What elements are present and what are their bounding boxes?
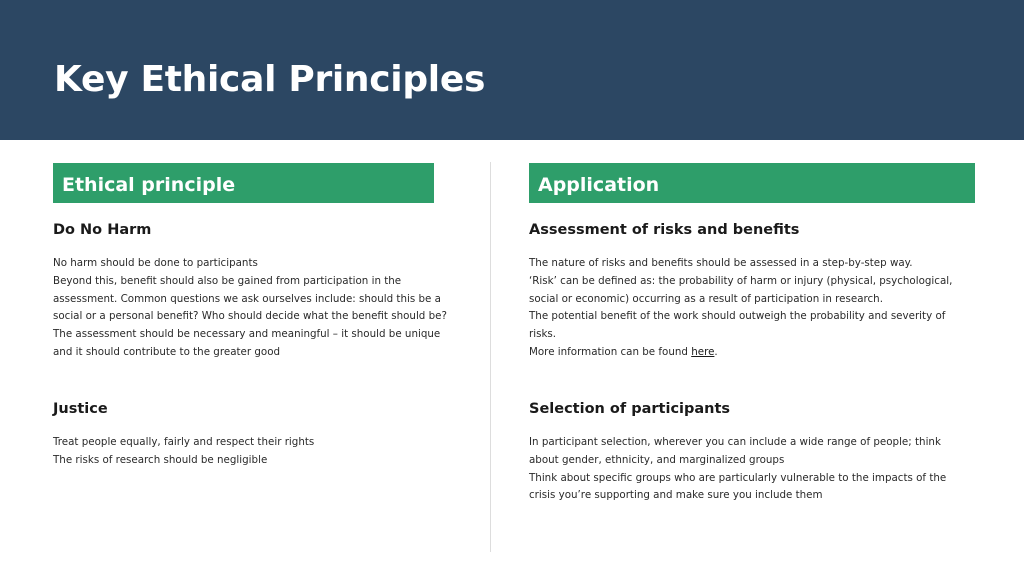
body-line: assessment. Common questions we ask ourselves include: should this be a: [53, 292, 441, 305]
justice-body: [53, 434, 434, 470]
selection-title: Selection of participants: [529, 401, 731, 417]
body-line: Treat people equally, fairly and respect their rights: [53, 436, 315, 448]
body-line: In participant selection, wherever you can include a wide range of people; think: [529, 436, 941, 448]
body-line: Think about specific groups who are particularly vulnerable to the impacts of the: [529, 471, 947, 484]
ethical-principle-column: [53, 163, 447, 466]
more-info-text: More information can be found: [529, 345, 692, 358]
do-no-harm-title: Do No Harm: [53, 222, 152, 238]
do-no-harm-body: [53, 255, 447, 362]
risks-benefits-title: Assessment of risks and benefits: [529, 222, 800, 238]
justice-section: [53, 399, 434, 470]
more-info-suffix: .: [714, 345, 718, 358]
slide-title: Key Ethical Principles: [54, 59, 486, 100]
selection-body: [529, 434, 975, 505]
body-line: The potential benefit of the work should outweigh the probability and severity of: [529, 310, 946, 323]
body-line: No harm should be done to participants: [53, 257, 258, 269]
body-line: The nature of risks and benefits should be assessed in a step-by-step way.: [529, 257, 913, 269]
body-line: The assessment should be necessary and meaningful – it should be unique: [53, 328, 441, 341]
ethical-principle-header: Ethical principle: [53, 163, 434, 203]
body-line: Beyond this, benefit should also be gained from participation in the: [53, 274, 402, 287]
body-line: The risks of research should be negligible: [53, 453, 268, 466]
risks-benefits-body: [529, 255, 975, 362]
body-line: and it should contribute to the greater good: [53, 345, 281, 358]
header-banner: [0, 0, 1024, 140]
body-line: ‘Risk’ can be defined as: the probability of harm or injury (physical, psychological,: [529, 274, 953, 287]
more-info-line: [529, 344, 975, 362]
selection-section: [529, 399, 975, 505]
body-line: risks.: [529, 328, 557, 341]
body-line: crisis you’re supporting and make sure you include them: [529, 489, 823, 502]
column-divider: [490, 162, 491, 552]
more-info-link[interactable]: here: [691, 345, 715, 358]
do-no-harm-section: [53, 220, 447, 362]
application-column: [529, 163, 975, 502]
body-line: social or economic) occurring as a result of participation in research.: [529, 292, 883, 305]
risks-benefits-section: [529, 220, 975, 362]
justice-title: Justice: [53, 401, 108, 417]
body-line: social or a personal benefit? Who should decide what the benefit should be?: [53, 310, 447, 323]
body-line: about gender, ethnicity, and marginalized groups: [529, 453, 785, 466]
application-header: Application: [529, 163, 975, 203]
